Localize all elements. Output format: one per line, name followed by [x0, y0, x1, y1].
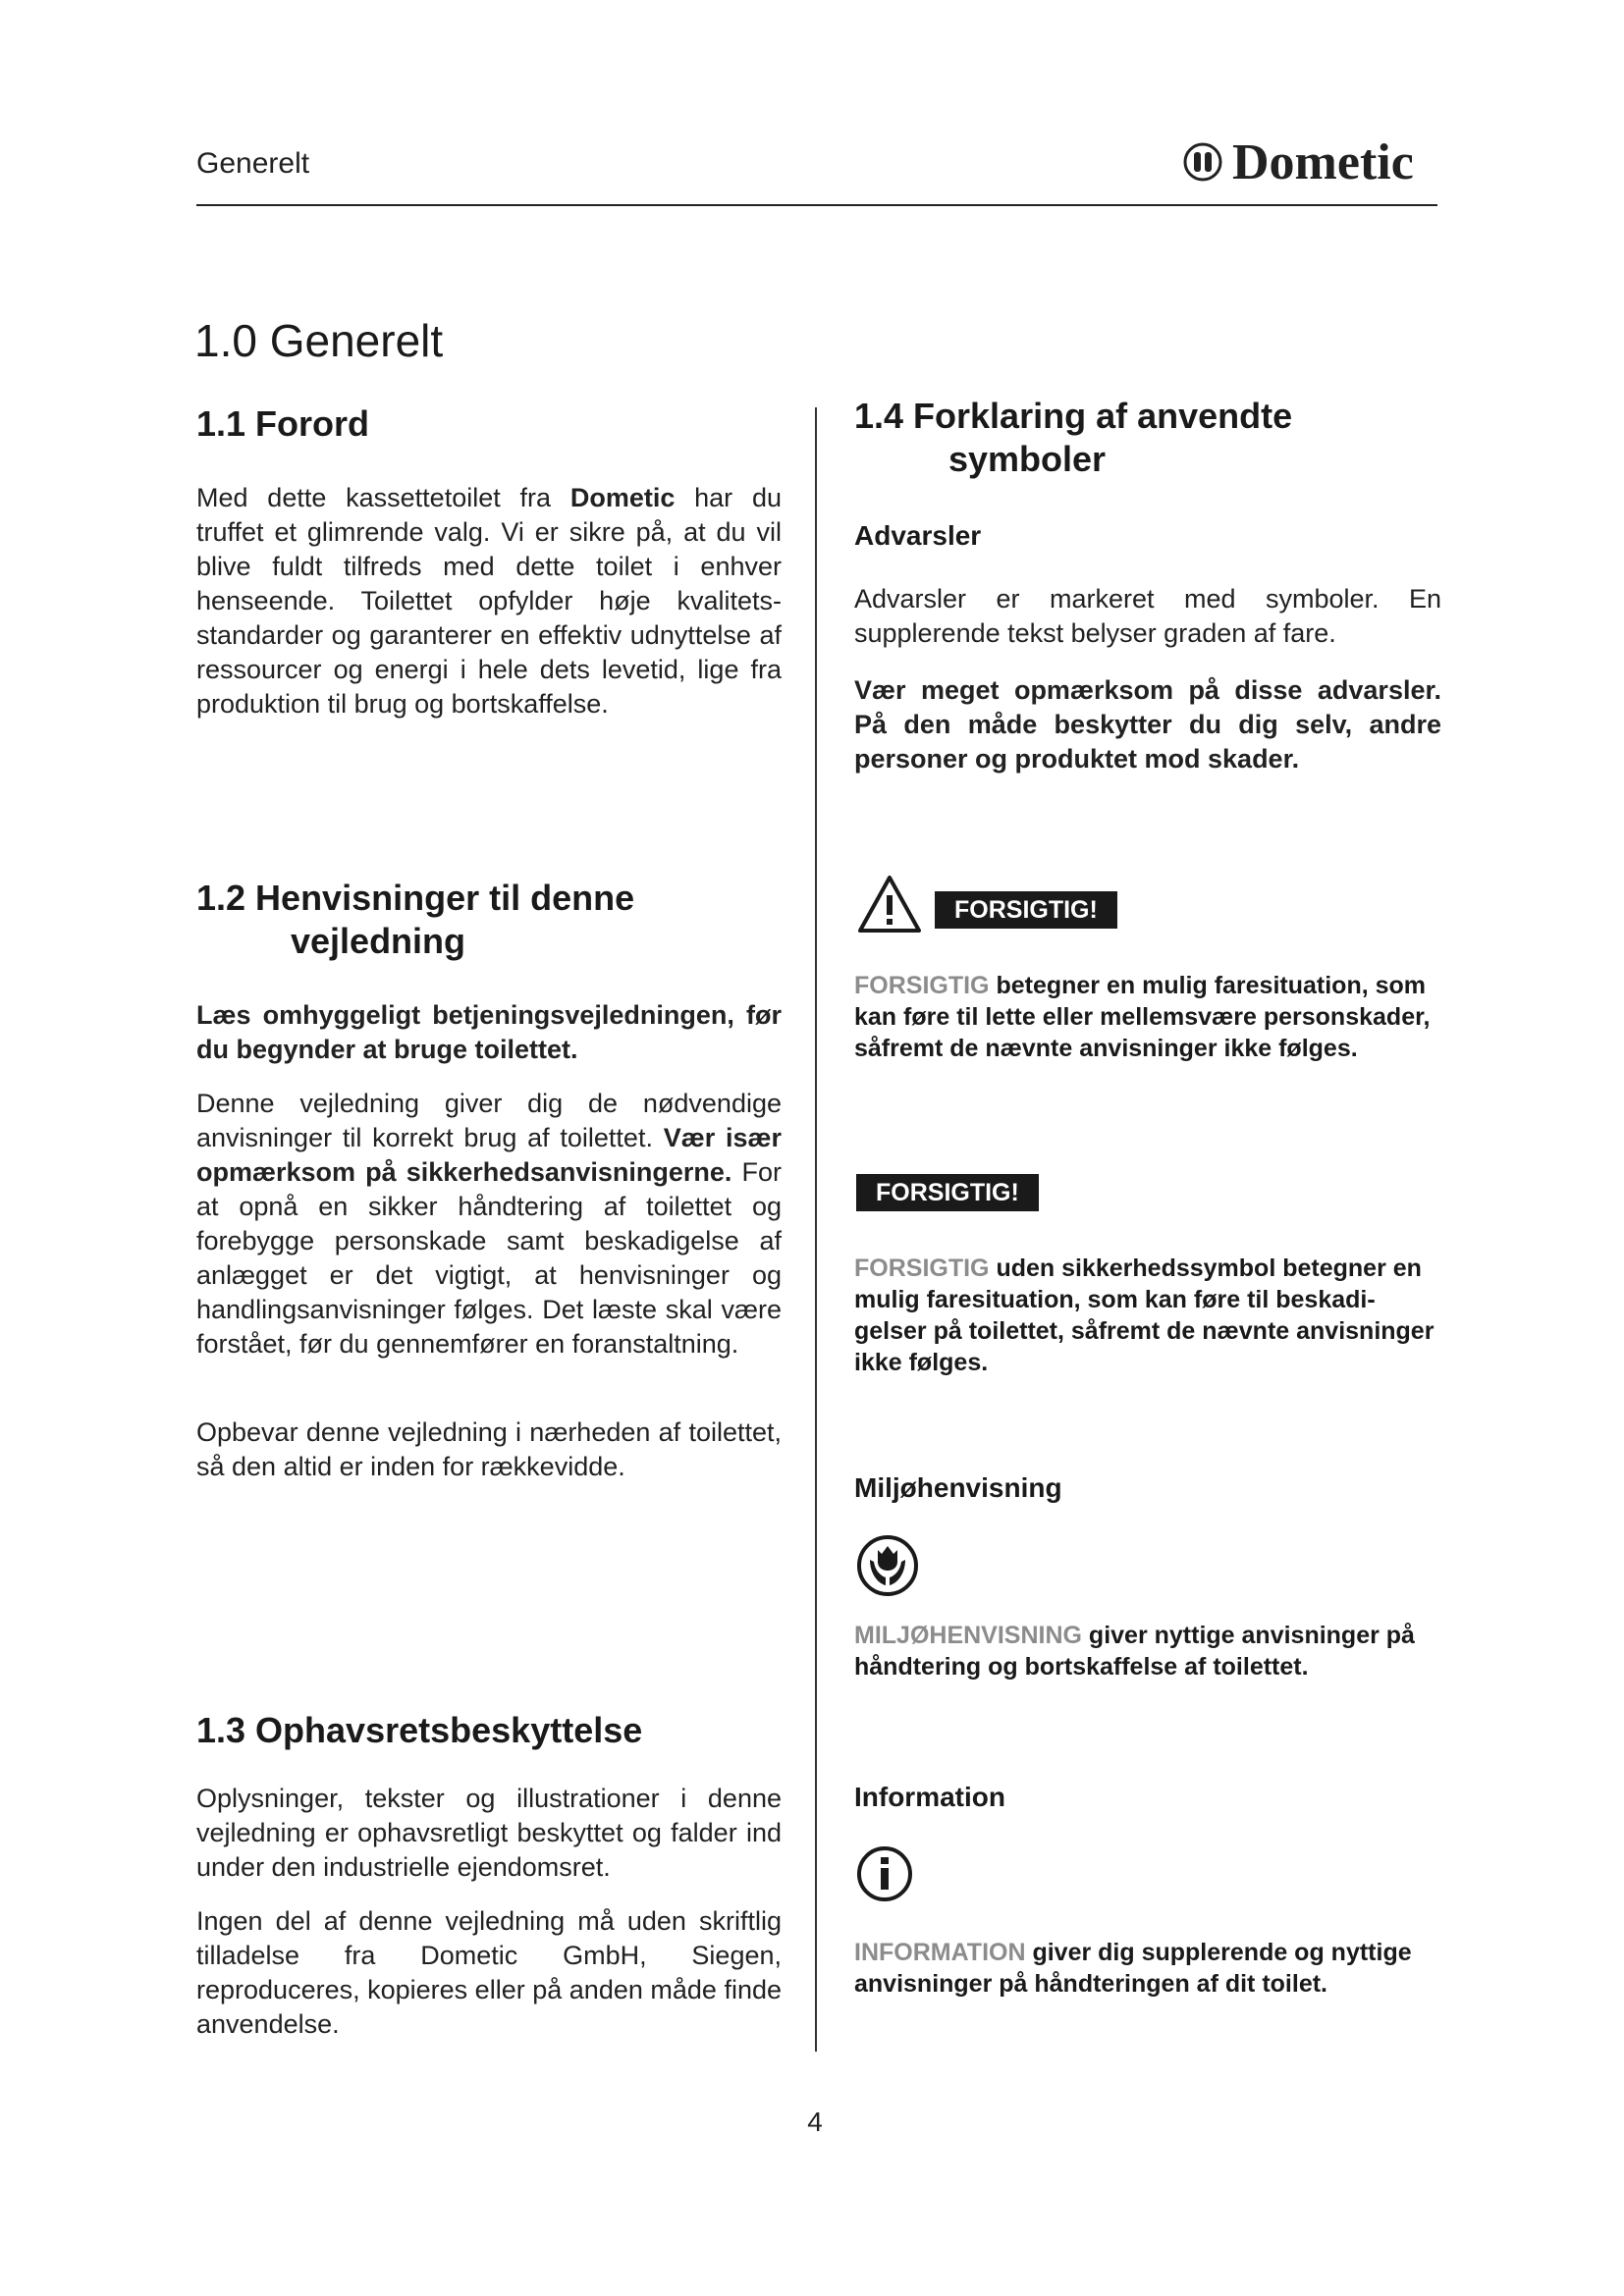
warning-triangle-icon — [856, 874, 923, 934]
caution-2-keyword: FORSIGTIG — [854, 1255, 990, 1282]
section-1-4-title-line1: 1.4 Forklaring af anvendte — [854, 396, 1293, 436]
brand-logo — [1183, 133, 1414, 191]
section-1-2-paragraph-2 — [196, 1087, 782, 1362]
information-text: giver dig supplerende og nyttige anvisninger på håndteringen af dit toilet. — [854, 1939, 1412, 1998]
section-1-2-p2-text: Denne vejledning giver dig de nødvendige anvisninger til korrekt brug af toilettet. — [196, 1089, 782, 1152]
warnings-paragraph-1: Advarsler er markeret med symboler. En supplerende tekst belyser graden af fare. — [854, 584, 1441, 648]
environment-description — [854, 1620, 1424, 1682]
section-1-3-paragraph-2: Ingen del af denne vejledning må uden skriftlig tilladelse fra Dometic GmbH, Siegen, reproduceres, kopieres eller på anden måde finde anvendelse. — [196, 1906, 782, 2039]
section-1-3-paragraph-1: Oplysninger, tekster og illustrationer i denne vejledning er ophavsretligt beskyttet og falder ind under den industrielle ejendomsret. — [196, 1784, 782, 1882]
section-1-2-p2-emphasis: Vær især opmærksom på sikkerhedsanvisningerne. — [196, 1123, 783, 1187]
section-1-2-paragraph-3: Opbevar denne vejledning i nærheden af toilettet, så den altid er inden for rækkevidde. — [196, 1417, 782, 1481]
column-divider — [815, 407, 817, 2052]
header-divider — [196, 204, 1437, 206]
environment-icon — [856, 1534, 919, 1597]
information-heading: Information — [854, 1782, 1005, 1812]
section-1-1-body — [196, 481, 782, 721]
section-1-2-lead: Læs omhyggeligt betjeningsvejledningen, før du begynder at bruge toilettet. — [196, 1000, 782, 1064]
section-1-1-brand: Dometic — [569, 483, 676, 512]
caution-2-description — [854, 1253, 1435, 1378]
caution-badge-no-symbol: FORSIGTIG! — [856, 1174, 1039, 1211]
chapter-title: 1.0 Generelt — [194, 315, 444, 366]
caution-1-keyword: FORSIGTIG — [854, 972, 990, 999]
brand-name: Dometic — [1232, 133, 1414, 190]
section-1-1-title: 1.1 Forord — [196, 403, 370, 444]
environment-heading: Miljøhenvisning — [854, 1472, 1062, 1503]
section-1-2-title — [196, 877, 782, 963]
section-1-1-body-rest: har du truffet et glimrende valg. Vi er sikre på, at du vil blive fuldt tilfreds med dette toilet i enhver henseende. Toilettet opfylder høje kvalitetsstandarder og garanterer en effektiv udnyttelse af ressourcer og energi i hele dets levetid, lige fra produktion til brug og bortskaffelse. — [196, 483, 782, 719]
section-1-2-title-line2: vejledning — [291, 921, 466, 961]
header-section-label: Generelt — [196, 147, 310, 180]
section-1-4-title — [854, 395, 1441, 481]
caution-1-text: betegner en mulig faresituation, som kan føre til lette eller mellemsvære personskader, såfremt de nævnte anvisninger ikke følges. — [854, 972, 1431, 1062]
info-icon — [856, 1845, 913, 1902]
caution-2-text: uden sikkerhedssymbol betegner en mulig faresituation, som kan føre til beskadigelser på toilettet, såfremt de nævnte anvisninger ikke følges. — [854, 1255, 1435, 1376]
section-1-1-body-text: Med dette kassettetoilet fra — [196, 483, 570, 512]
warnings-paragraph-2: Vær meget opmærksom på disse advarsler. På den måde beskytter du dig selv, andre personer og produktet mod skader. — [854, 675, 1441, 774]
dometic-logo-icon — [1183, 142, 1222, 182]
caution-badge: FORSIGTIG! — [935, 891, 1117, 929]
information-keyword: INFORMATION — [854, 1939, 1026, 1966]
caution-1-description — [854, 970, 1441, 1064]
environment-text: giver nyttige anvisninger på håndtering og bortskaffelse af toilettet. — [854, 1622, 1415, 1681]
section-1-3-title: 1.3 Ophavsretsbeskyttelse — [196, 1710, 643, 1750]
warnings-heading: Advarsler — [854, 520, 982, 551]
information-description — [854, 1937, 1443, 2000]
section-1-2-title-line1: 1.2 Henvisninger til denne — [196, 878, 635, 918]
section-1-4-title-line2: symboler — [948, 439, 1107, 479]
environment-keyword: MILJØHENVISNING — [854, 1622, 1082, 1649]
section-1-2-p2-rest: For at opnå en sikker håndtering af toilettet og forebygge personskade samt beskadigelse af anlægget er det vigtigt, at henvisninger og handlingsanvisninger følges. Det læste skal være forstået, før du gennemfører en foranstaltning. — [196, 1157, 782, 1359]
page-number: 4 — [807, 2107, 823, 2137]
